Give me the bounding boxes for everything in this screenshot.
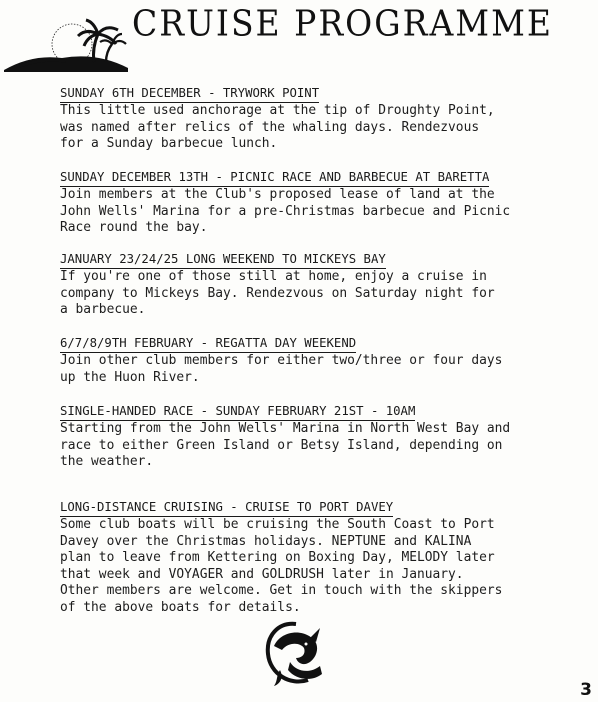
programme-item-heading: LONG-DISTANCE CRUISING - CRUISE TO PORT DAVEY — [60, 499, 393, 517]
programme-item-heading: SUNDAY 6TH DECEMBER - TRYWORK POINT — [60, 85, 319, 103]
programme-item — [60, 166, 560, 237]
programme-item — [60, 248, 560, 319]
programme-item-body: Join other club members for either two/three or four days up the Huon River. — [60, 353, 503, 385]
programme-item-body: Some club boats will be cruising the South Coast to Port Davey over the Christmas holidays. NEPTUNE and KALINA plan to leave from Kettering on Boxing Day, MELODY later that week and VOYAGER and GOLDRUSH later in January. Other members are welcome. Get in touch with the skippers of the above boats for details. — [60, 517, 503, 615]
palm-island-icon — [2, 6, 130, 72]
page-number: 3 — [580, 680, 592, 700]
programme-item-body: Join members at the Club's proposed lease of land at the John Wells' Marina for a pre-Christmas barbecue and Picnic Race round the bay. — [60, 187, 511, 235]
programme-item-heading: 6/7/8/9TH FEBRUARY - REGATTA DAY WEEKEND — [60, 335, 356, 353]
programme-item — [60, 332, 560, 386]
programme-item-heading: JANUARY 23/24/25 LONG WEEKEND TO MICKEYS BAY — [60, 251, 386, 269]
programme-item-heading: SINGLE-HANDED RACE - SUNDAY FEBRUARY 21ST - 10AM — [60, 403, 415, 421]
programme-item — [60, 400, 560, 471]
programme-item-heading: SUNDAY DECEMBER 13TH - PICNIC RACE AND BARBECUE AT BARETTA — [60, 169, 489, 187]
programme-item — [60, 82, 560, 153]
programme-item — [60, 496, 560, 616]
programme-item-body: Starting from the John Wells' Marina in North West Bay and race to either Green Island or Betsy Island, depending on the weather. — [60, 421, 511, 469]
programme-item-body: This little used anchorage at the tip of Droughty Point, was named after relics of the whaling days. Rendezvous for a Sunday barbecue lunch. — [60, 103, 495, 151]
page-title: CRUISE PROGRAMME — [132, 2, 553, 45]
programme-item-body: If you're one of those still at home, enjoy a cruise in company to Mickeys Bay. Rendezvous on Saturday night for a barbecue. — [60, 269, 495, 317]
dolphin-emblem-icon — [260, 618, 330, 692]
